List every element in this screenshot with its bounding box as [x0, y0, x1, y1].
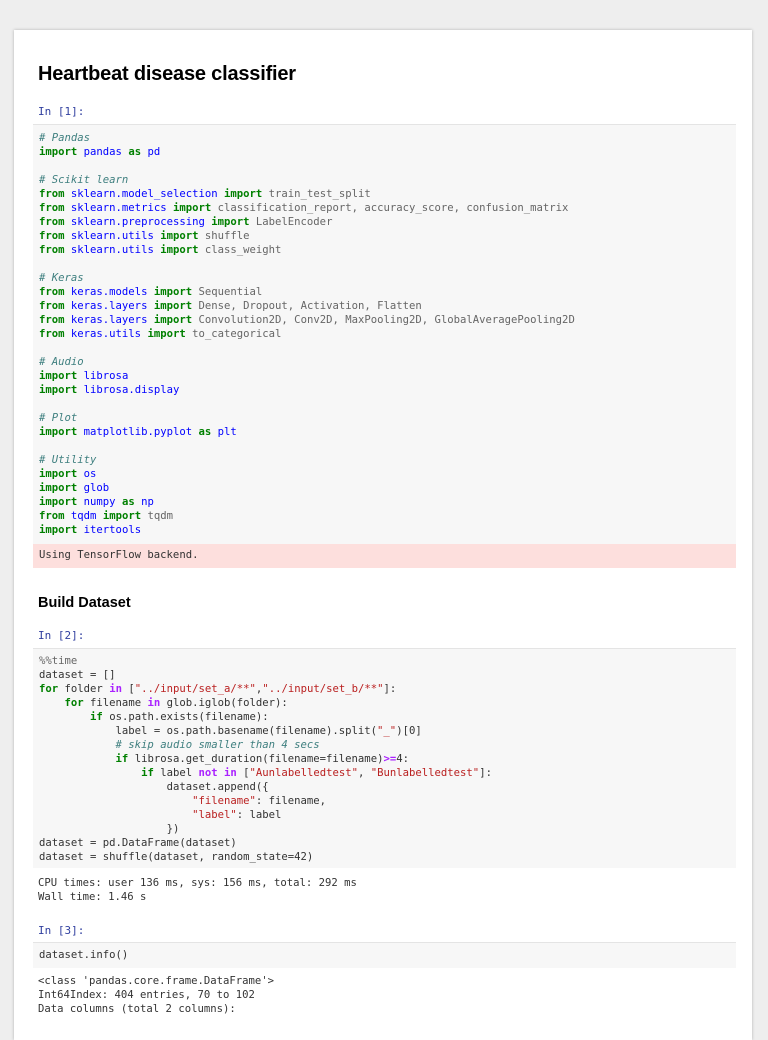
cell-2-output: CPU times: user 136 ms, sys: 156 ms, total: 292 ms Wall time: 1.46 s: [38, 877, 357, 903]
cell-3-code[interactable]: dataset.info(): [33, 942, 736, 968]
notebook-page: [14, 30, 752, 1040]
cell-1-prompt: In [1]:: [38, 105, 85, 118]
page-title: Heartbeat disease classifier: [38, 63, 296, 85]
cell-3-output: <class 'pandas.core.frame.DataFrame'> Int64Index: 404 entries, 70 to 102 Data columns (total 2 columns):: [38, 975, 274, 1015]
cell-1-stderr-output: Using TensorFlow backend.: [33, 544, 736, 568]
cell-2-prompt: In [2]:: [38, 629, 85, 642]
cell-3-prompt: In [3]:: [38, 924, 85, 937]
cell-2-code[interactable]: %%time dataset = [] for folder in ["../input/set_a/**","../input/set_b/**"]: for filename in glob.iglob(folder): if os.path.exists(filename): label = os.path.basename(filename).split("_")[0] # skip audio smaller than 4 secs if librosa.get_duration(filename=filename)>=4: if label not in ["Aunlabelledtest", "Bunlabelledtest"]: dataset.append({ "filename": filename, "label": label }) dataset = pd.DataFrame(dataset) dataset = shuffle(dataset, random_state=42): [33, 648, 736, 868]
section-heading-build-dataset: Build Dataset: [38, 595, 131, 611]
cell-1-code[interactable]: # Pandas import pandas as pd # Scikit learn from sklearn.model_selection import train_test_split from sklearn.metrics import classification_report, accuracy_score, confusion_matrix from sklearn.preprocessing import LabelEncoder from sklearn.utils import shuffle from sklearn.utils import class_weight # Keras from keras.models import Sequential from keras.layers import Dense, Dropout, Activation, Flatten from keras.layers import Convolution2D, Conv2D, MaxPooling2D, GlobalAveragePooling2D from keras.utils import to_categorical # Audio import librosa import librosa.display # Plot import matplotlib.pyplot as plt # Utility import os import glob import numpy as np from tqdm import tqdm import itertools: [33, 124, 736, 545]
